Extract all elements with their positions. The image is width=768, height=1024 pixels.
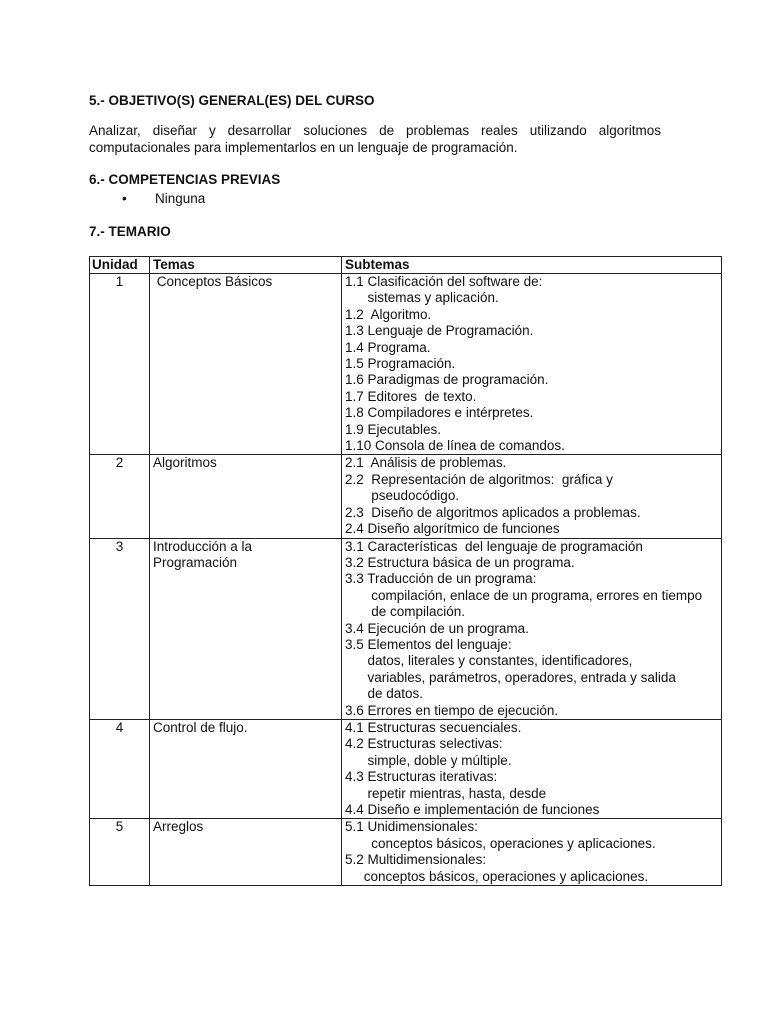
subtema-line: 5.2 Multidimensionales: bbox=[345, 852, 487, 868]
list-item bbox=[89, 190, 721, 207]
cell-unidad: 2 bbox=[90, 455, 150, 538]
table-body bbox=[90, 274, 722, 886]
section-7-heading: 7.- TEMARIO bbox=[89, 224, 171, 239]
cell-tema bbox=[150, 538, 342, 719]
section-6-heading: 6.- COMPETENCIAS PREVIAS bbox=[89, 172, 281, 187]
table-row bbox=[90, 538, 722, 719]
tema-line: Introducción a la bbox=[153, 538, 253, 554]
cell-subtemas bbox=[342, 719, 722, 818]
subtema-line: 1.5 Programación. bbox=[345, 356, 456, 372]
subtema-line: 1.9 Ejecutables. bbox=[345, 421, 442, 437]
subtema-line: 1.7 Editores de texto. bbox=[345, 388, 477, 404]
bullet-icon: • bbox=[122, 191, 127, 206]
cell-tema bbox=[150, 819, 342, 886]
subtema-line: conceptos básicos, operaciones y aplicaciones. bbox=[345, 868, 649, 884]
table-row bbox=[90, 719, 722, 818]
subtema-line: sistemas y aplicación. bbox=[345, 290, 499, 306]
cell-subtemas bbox=[342, 538, 722, 719]
subtema-line: 3.3 Traducción de un programa: bbox=[345, 571, 537, 587]
subtema-line: 3.6 Errores en tiempo de ejecución. bbox=[345, 702, 559, 718]
subtema-line: 5.1 Unidimensionales: bbox=[345, 819, 478, 835]
cell-unidad: 1 bbox=[90, 274, 150, 455]
cell-tema bbox=[150, 274, 342, 455]
cell-subtemas bbox=[342, 274, 722, 455]
subtema-line: compilación, enlace de un programa, errores en tiempo bbox=[345, 587, 703, 603]
subtema-line: 1.4 Programa. bbox=[345, 339, 431, 355]
subtema-line: 3.2 Estructura básica de un programa. bbox=[345, 554, 575, 570]
cell-tema bbox=[150, 455, 342, 538]
table-row bbox=[90, 819, 722, 886]
subtema-line: 1.6 Paradigmas de programación. bbox=[345, 372, 549, 388]
table-header-row bbox=[90, 257, 722, 274]
subtema-line: 1.2 Algoritmo. bbox=[345, 306, 432, 322]
subtema-line: 3.1 Características del lenguaje de programación bbox=[345, 538, 643, 554]
header-temas: Temas bbox=[150, 257, 342, 274]
cell-tema bbox=[150, 719, 342, 818]
table-row bbox=[90, 274, 722, 455]
subtema-line: 4.1 Estructuras secuenciales. bbox=[345, 719, 522, 735]
tema-line: Arreglos bbox=[153, 819, 204, 835]
cell-unidad: 4 bbox=[90, 719, 150, 818]
subtema-line: conceptos básicos, operaciones y aplicaciones. bbox=[345, 835, 656, 851]
subtema-line: 4.2 Estructuras selectivas: bbox=[345, 736, 503, 752]
subtema-line: de datos. bbox=[345, 686, 424, 702]
cell-subtemas bbox=[342, 455, 722, 538]
cell-unidad: 5 bbox=[90, 819, 150, 886]
subtema-line: 3.4 Ejecución de un programa. bbox=[345, 620, 529, 636]
prerequisites-list bbox=[89, 190, 721, 207]
subtema-line: de compilación. bbox=[345, 604, 466, 620]
subtema-line: simple, doble y múltiple. bbox=[345, 752, 512, 768]
list-item-label: Ninguna bbox=[155, 191, 206, 206]
document-page bbox=[89, 92, 721, 886]
subtema-line: 2.3 Diseño de algoritmos aplicados a problemas. bbox=[345, 504, 641, 520]
subtema-line: pseudocódigo. bbox=[345, 488, 460, 504]
section-5-heading: 5.- OBJETIVO(S) GENERAL(ES) DEL CURSO bbox=[89, 93, 375, 108]
subtema-line: variables, parámetros, operadores, entrada y salida bbox=[345, 669, 676, 685]
subtema-line: 4.3 Estructuras iterativas: bbox=[345, 769, 498, 785]
header-subtemas: Subtemas bbox=[342, 257, 722, 274]
subtema-line: 1.1 Clasificación del software de: bbox=[345, 274, 543, 289]
header-unidad: Unidad bbox=[90, 257, 150, 274]
subtema-line: 1.10 Consola de línea de comandos. bbox=[345, 438, 565, 454]
subtema-line: 4.4 Diseño e implementación de funciones bbox=[345, 802, 600, 817]
cell-subtemas bbox=[342, 819, 722, 886]
subtema-line: 2.1 Análisis de problemas. bbox=[345, 455, 507, 471]
subtema-line: 1.3 Lenguaje de Programación. bbox=[345, 323, 534, 339]
subtema-line: 2.2 Representación de algoritmos: gráfica y bbox=[345, 471, 613, 487]
table-row bbox=[90, 455, 722, 538]
section-5-objective-text: Analizar, diseñar y desarrollar soluciones de problemas reales utilizando algoritmos computacionales para implementarlos en un lenguaje de programación. bbox=[89, 123, 661, 155]
tema-line: Algoritmos bbox=[153, 455, 217, 471]
subtema-line: datos, literales y constantes, identificadores, bbox=[345, 653, 633, 669]
subtema-line: 1.8 Compiladores e intérpretes. bbox=[345, 405, 534, 421]
tema-line: Programación bbox=[153, 554, 238, 570]
syllabus-table bbox=[89, 256, 722, 886]
tema-line: Conceptos Básicos bbox=[153, 274, 273, 289]
tema-line: Control de flujo. bbox=[153, 719, 248, 735]
subtema-line: repetir mientras, hasta, desde bbox=[345, 785, 547, 801]
subtema-line: 3.5 Elementos del lenguaje: bbox=[345, 636, 512, 652]
subtema-line: 2.4 Diseño algorítmico de funciones bbox=[345, 521, 560, 537]
cell-unidad: 3 bbox=[90, 538, 150, 719]
